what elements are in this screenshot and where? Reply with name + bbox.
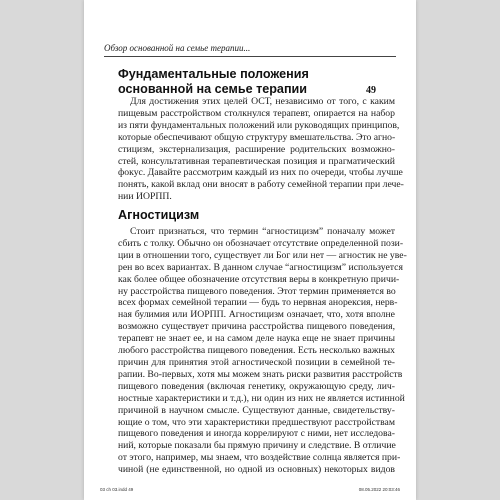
text-line: стицизм, экстернализация, расширение родительских возможно- bbox=[118, 143, 395, 155]
page-number: 49 bbox=[366, 85, 376, 96]
header-rule bbox=[104, 56, 396, 57]
text-line: стей, консультативная терапевтическая позиция и прагматический bbox=[118, 155, 395, 167]
text-line: сбить с толку. Обычно он обозначает отсутствие определенной пози- bbox=[118, 237, 404, 249]
text-line: из пяти фундаментальных положений или руководящих принципов, bbox=[118, 119, 400, 131]
heading-line: основанной на семье терапии bbox=[118, 81, 308, 96]
text-line: понять, какой вклад они вносят в работу семейной терапии при лече- bbox=[118, 179, 404, 191]
text-line: ции в отношении того, существует ли Бог или нет — агностик не уве- bbox=[118, 249, 407, 261]
section-heading-fundamentals bbox=[118, 67, 388, 96]
text-line: Для достижения этих целей ОСТ, независимо от того, с каким bbox=[130, 96, 395, 107]
heading-line: Фундаментальные положения bbox=[118, 67, 309, 81]
text-line: любого расстройства пищевого поведения. Есть несколько важных bbox=[118, 345, 395, 357]
text-line: причин для принятия этой агностической позиции в семейной те- bbox=[118, 356, 395, 368]
text-line: пищевого поведения и иногда коррелируют с ними, нет исследова- bbox=[118, 428, 395, 440]
book-page bbox=[84, 0, 416, 500]
text-line: ний, которые показали бы прямую причину и следствие. В отличие bbox=[118, 440, 396, 452]
print-imprint-date: 08.05.2022 20:03:46 bbox=[358, 487, 400, 492]
print-imprint-file: 03 ch 03.indd 49 bbox=[100, 487, 134, 492]
text-line: фокус. Давайте рассмотрим каждый из них по очереди, чтобы лучше bbox=[118, 167, 403, 179]
text-line: рен во всех вариантах. В данном случае “агностицизм” используется bbox=[118, 261, 403, 273]
text-line: всех формах семейной терапии — будь то нервная анорексия, нерв- bbox=[118, 297, 398, 309]
text-line: нии ИОРПП. bbox=[118, 191, 172, 203]
text-line: причиной в научном смысле. Существуют данные, свидетельству- bbox=[118, 404, 395, 416]
text-line: возможно существует причина расстройства пищевого поведения, bbox=[118, 321, 395, 333]
text-line: ющие о том, что эти характеристики предшествуют расстройствам bbox=[118, 416, 395, 428]
paragraph-agnosticism bbox=[118, 226, 407, 476]
running-title: Обзор основанной на семье терапии... bbox=[104, 43, 251, 53]
text-line: рапии. Во-первых, хотя мы можем знать риски развития расстройств bbox=[118, 368, 403, 380]
text-line: которые обеспечивают общую структуру вмешательства. Это агно- bbox=[118, 131, 396, 143]
text-line: ностные характеристики и т.д.), ни один из них не является истинной bbox=[118, 392, 405, 404]
text-line: терапевт не знает ее, и на самом деле наука еще не знает причины bbox=[118, 333, 395, 345]
text-line: ная булимия или ИОРПП. Агностицизм означает, что, хотя вполне bbox=[118, 309, 395, 321]
paragraph-fundamentals bbox=[118, 96, 404, 203]
text-line: пищевым расстройством столкнулся терапевт, опирается на набор bbox=[118, 107, 395, 119]
text-line: чиной (не единственной, но одной из основных) некоторых видов bbox=[118, 464, 395, 476]
text-line: ну расстройства пищевого поведения. Этот термин применяется во bbox=[118, 285, 396, 297]
text-line: как более общее обозначение отсутствия веры в конкретную причи- bbox=[118, 273, 400, 285]
text-line: Стоит признаться, что термин “агностицизм” поначалу может bbox=[130, 226, 395, 237]
section-heading-agnosticism: Агностицизм bbox=[118, 208, 200, 222]
text-line: пищевого поведения (включая генетику, окружающую среду, лич- bbox=[118, 380, 395, 392]
text-line: от этого, например, мы знаем, что воздействие солнца является при- bbox=[118, 452, 401, 464]
